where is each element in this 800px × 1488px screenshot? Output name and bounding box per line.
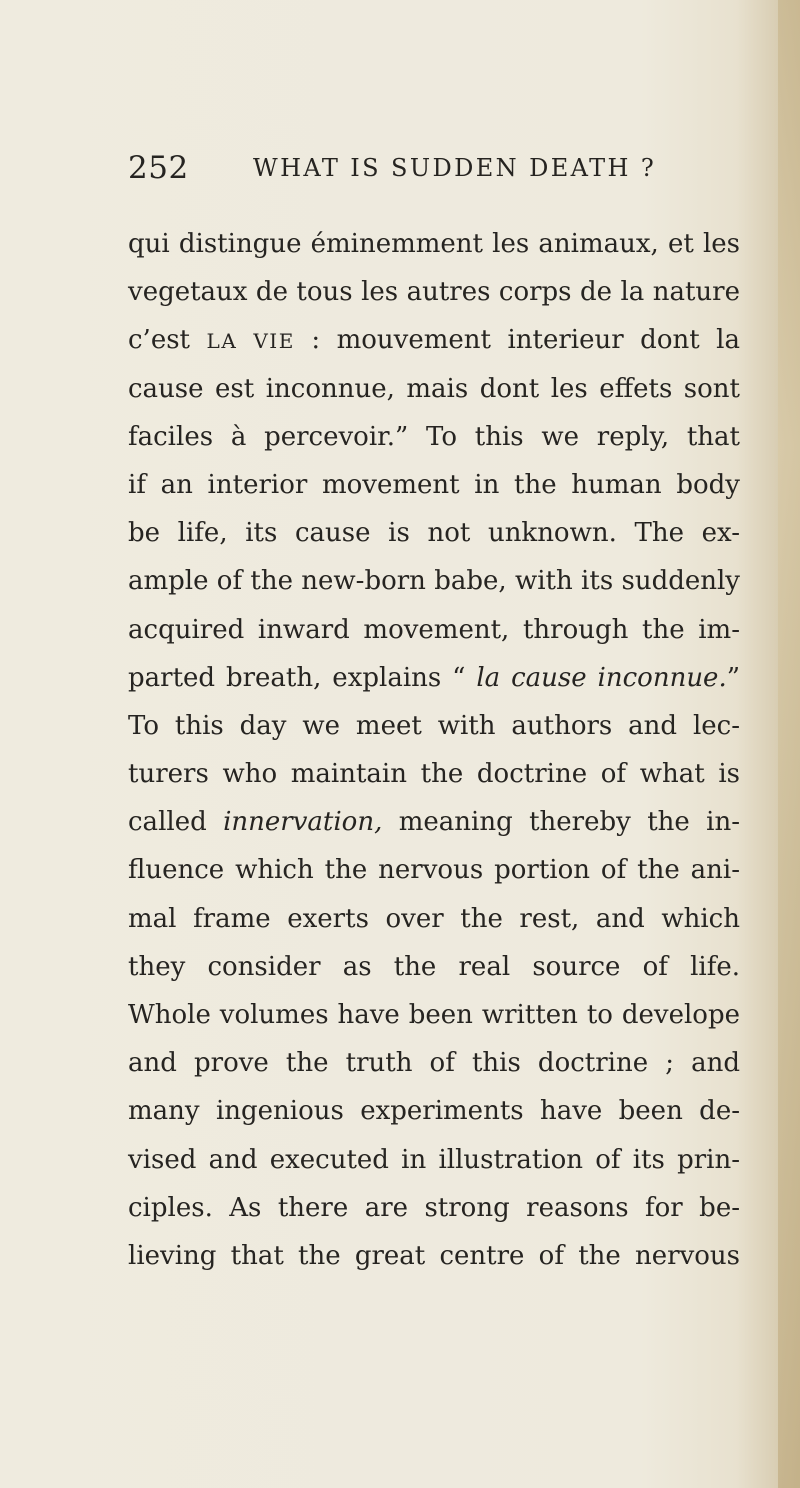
- text-line: and prove the truth of this doctrine ; and: [128, 1048, 740, 1079]
- text-line: [128, 798, 740, 846]
- text-line: [128, 316, 740, 364]
- body-text: [128, 220, 740, 1280]
- text-run: : mouvement interieur dont la: [294, 325, 741, 356]
- text-line: many ingenious experiments have been de-: [128, 1096, 740, 1127]
- italic-phrase: la cause inconnue.: [476, 662, 727, 693]
- text-line: vegetaux de tous les autres corps de la nature: [128, 277, 740, 308]
- text-line: cause est inconnue, mais dont les effets sont: [128, 373, 740, 404]
- page-edge-shadow: [778, 0, 800, 1488]
- text-line: vised and executed in illustration of its prin-: [128, 1144, 740, 1175]
- text-line: acquired inward movement, through the im-: [128, 614, 740, 645]
- text-line: To this day we meet with authors and lec-: [128, 710, 740, 741]
- text-line: they consider as the real source of life.: [128, 951, 740, 982]
- text-run: called: [128, 807, 224, 838]
- text-line: faciles à percevoir.” To this we reply, that: [128, 421, 740, 452]
- text-line: qui distingue éminemment les animaux, et les: [128, 229, 740, 259]
- text-line: lieving that the great centre of the nervous: [128, 1240, 740, 1271]
- text-line: turers who maintain the doctrine of what is: [128, 759, 740, 790]
- text-line: [128, 654, 740, 702]
- text-line: if an interior movement in the human body: [128, 469, 740, 500]
- text-line: ciples. As there are strong reasons for be-: [128, 1192, 740, 1223]
- text-line: fluence which the nervous portion of the ani-: [128, 855, 740, 886]
- running-title: WHAT IS SUDDEN DEATH ?: [253, 154, 657, 182]
- text-line: mal frame exerts over the rest, and which: [128, 903, 740, 934]
- small-caps-phrase: LA VIE: [206, 329, 295, 354]
- page-number: 252: [128, 150, 189, 186]
- italic-phrase: innervation,: [223, 807, 383, 838]
- text-run: ”: [726, 662, 741, 693]
- text-line: Whole volumes have been written to develope: [128, 1000, 740, 1030]
- text-run: meaning thereby the in-: [382, 807, 740, 838]
- text-run: c’est: [128, 325, 207, 356]
- text-run: parted breath, explains “: [128, 662, 477, 693]
- running-head: [128, 148, 728, 188]
- text-line: ample of the new-born babe, with its suddenly: [128, 566, 740, 597]
- text-line: be life, its cause is not unknown. The ex-: [128, 518, 740, 549]
